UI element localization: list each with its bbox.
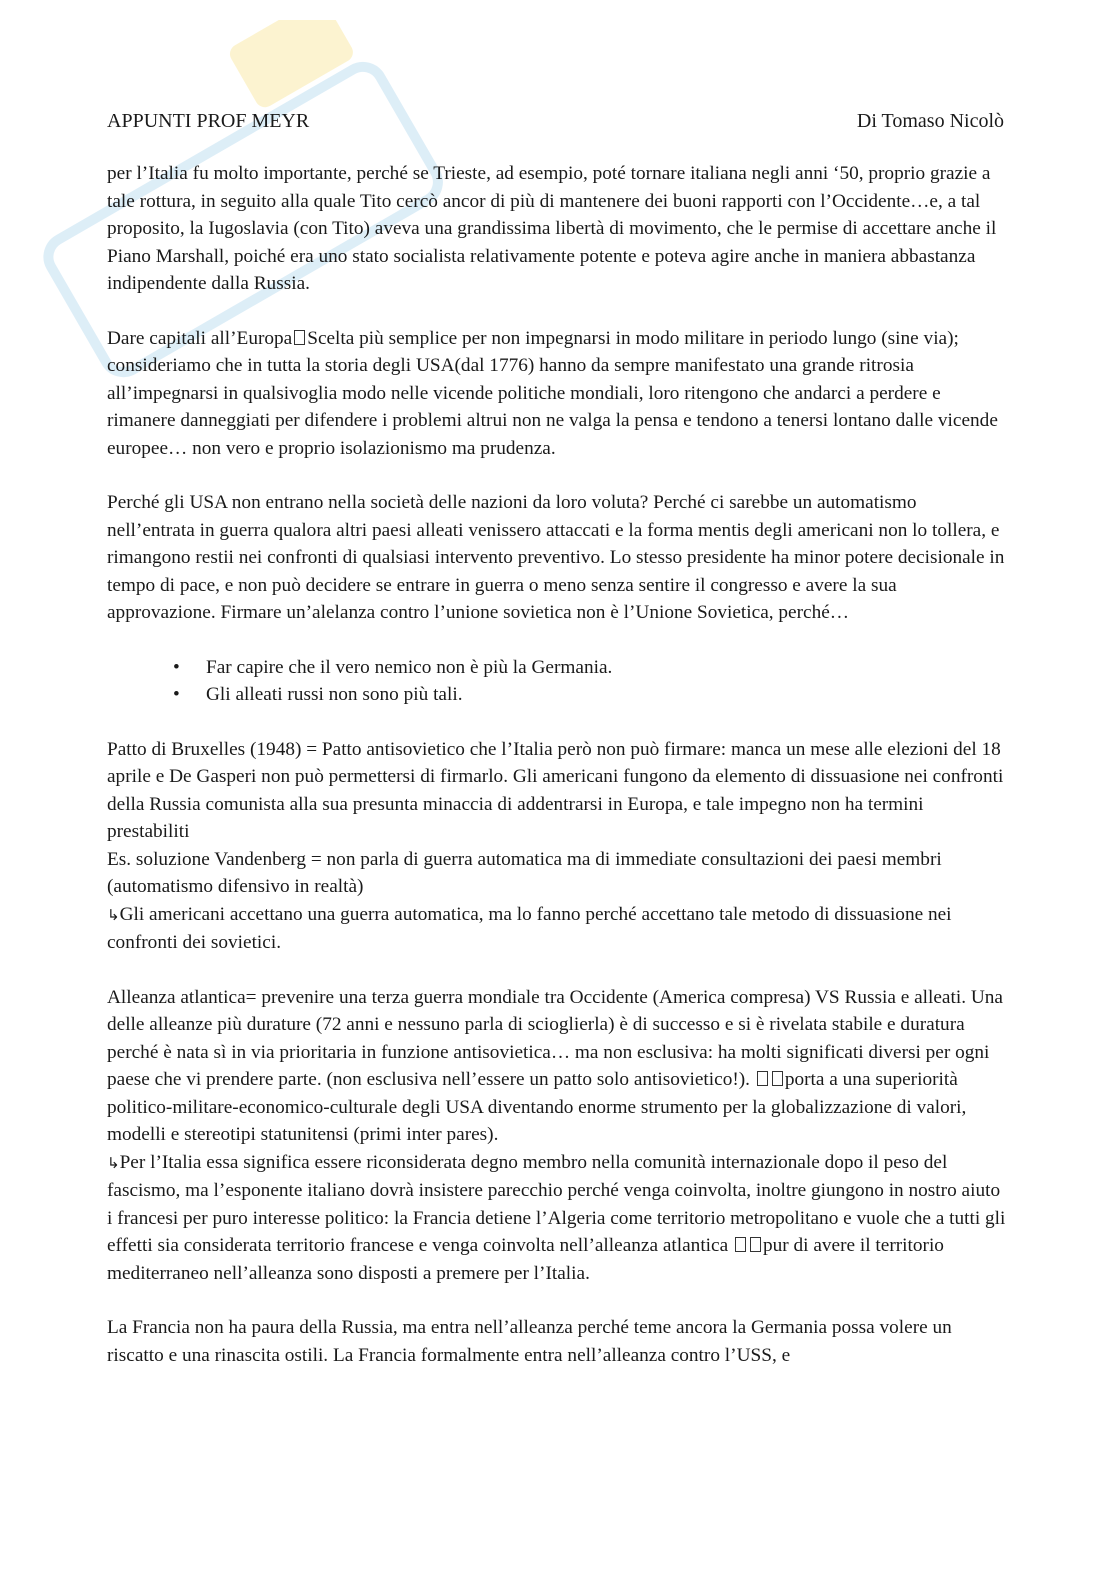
paragraph-guerra-automatica [107,901,1007,957]
bullet-list [107,654,1007,709]
list-item [107,681,1007,709]
paragraph-bruxelles: Patto di Bruxelles (1948) = Patto antisovietico che l’Italia però non può firmare: manca un mese alle elezioni del 18 aprile e De Gasperi non può permettersi di firmarlo. Gli americani fungono da elemento di dissuasione nei confronti della Russia comunista alla sua presunta minaccia di addentrarsi in Europa, e tale impegno non ha termini prestabiliti [107,738,1004,842]
paragraph-capitali-lead: Dare capitali all’Europa [107,327,293,349]
paragraph-francia: La Francia non ha paura della Russia, ma entra nell’alleanza perché teme ancora la Germania possa volere un riscatto e una rinascita ostili. La Francia formalmente entra nell’alleanza contro l’USS, e [107,1317,952,1366]
missing-glyph-icon [294,330,305,345]
missing-glyph-icon [772,1071,783,1086]
paragraph-italia-cont: pur di avere il territorio mediterraneo nell’alleanza sono disposti a premere per l’Italia. [107,1235,944,1284]
header-author: Di Tomaso Nicolò [856,110,1004,132]
missing-glyph-icon [757,1071,768,1086]
paragraph-guerra-automatica-text: Gli americani accettano una guerra automatica, ma lo fanno perché accettano tale metodo di dissuasione nei confronti dei sovietici. [107,903,952,953]
list-item [107,654,1007,682]
missing-glyph-icon [750,1237,761,1252]
paragraph-alleanza-cont: porta a una superiorità politico-militare-economico-culturale degli USA diventando enorme strumento per la globalizzazione di valori, modelli e stereotipi statunitensi (primi inter pares). [107,1069,967,1145]
paragraph-alleanza [107,984,1007,1149]
paragraph-vandenberg: Es. soluzione Vandenberg = non parla di guerra automatica ma di immediate consultazioni dei paesi membri (automatismo difensivo in realtà) [107,848,942,897]
paragraph-capitali-body: Scelta più semplice per non impegnarsi in modo militare in periodo lungo (sine via); consideriamo che in tutta la storia degli USA(dal 1776) hanno da sempre manifestato una grande ritrosia all’impegnarsi in qualsivoglia modo nelle vicende politiche mondiali, loro ritengono che andarci a perdere e rimanere danneggiati per difendere i problemi altrui non ne valga la pensa e tendono a tenersi lontano dalle vicende europee… non vero e proprio isolazionismo ma prudenza. [107,327,998,459]
bullet-icon: • [173,684,180,705]
paragraph-alleanza-text: Alleanza atlantica= prevenire una terza guerra mondiale tra Occidente (America compresa) VS Russia e alleati. Una delle alleanze più durature (72 anni e nessuno parla di scioglierla) è di successo e si è rivelata stabile e duratura perché è nata sì in via prioritaria in funzione antisovietica… ma non esclusiva: ha molti significati diversi per ogni paese che vi prendere parte. (non esclusiva nell’essere un patto solo antisovietico!). [107,986,1003,1090]
paragraph-capitali [107,325,1007,463]
return-arrow-icon: ↳ [107,905,120,924]
bullet-icon: • [173,656,180,678]
missing-glyph-icon [735,1237,746,1252]
list-item-text: Far capire che il vero nemico non è più la Germania. [206,656,613,678]
list-item-text: Gli alleati russi non sono più tali. [206,684,463,705]
paragraph-trieste: per l’Italia fu molto importante, perché se Trieste, ad esempio, poté tornare italiana negli anni ‘50, proprio grazie a tale rottura, in seguito alla quale Tito cercò ancor di più di mantenere dei buoni rapporti con l’Occidente…e, a tal proposito, la Iugoslavia (con Tito) aveva una grandissima libertà di movimento, che le permise di accettare anche il Piano Marshall, poiché era uno stato socialista relativamente potente e poteva agire anche in maniera abbastanza indipendente dalla Russia. [107,163,997,294]
paragraph-italia [107,1149,1007,1288]
header-title: APPUNTI PROF MEYR [107,110,310,132]
paragraph-italia-text: Per l’Italia essa significa essere riconsiderata degno membro nella comunità internazionale dopo il peso del fascismo, ma l’esponente italiano dovrà insistere parecchio perché venga coinvolta, inoltre giungono in nostro aiuto i francesi per puro interesse politico: la Francia detiene l’Algeria come territorio metropolitano e vuole che a tutti gli effetti sia considerata territorio francese e venga coinvolta nell’alleanza atlantica [107,1151,1006,1256]
document-body [107,160,1007,1396]
paragraph-societa-nazioni: Perché gli USA non entrano nella società delle nazioni da loro voluta? Perché ci sarebbe un automatismo nell’entrata in guerra qualora altri paesi alleati venissero attaccati e la forma mentis degli americani non lo tollera, e rimangono restii nei confronti di qualsiasi intervento preventivo. Lo stesso presidente ha minor potere decisionale in tempo di pace, e non può decidere se entrare in guerra o meno senza sentire il congresso e avere la sua approvazione. Firmare un’alelanza contro l’unione sovietica non è l’Unione Sovietica, perché… [107,492,1005,623]
return-arrow-icon: ↳ [107,1153,120,1172]
